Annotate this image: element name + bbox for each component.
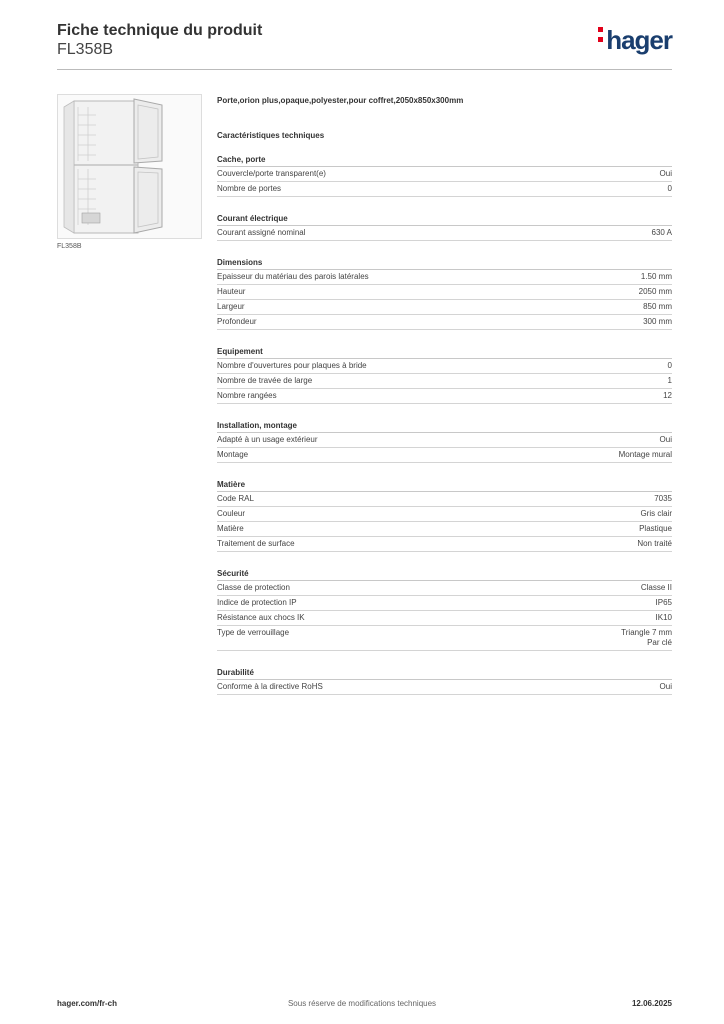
spec-label: Type de verrouillage [217, 628, 290, 637]
spec-row [217, 285, 672, 300]
spec-row [217, 359, 672, 374]
spec-group-title: Equipement [217, 347, 672, 359]
document-title: Fiche technique du produit [57, 22, 263, 39]
spec-value: IK10 [655, 613, 672, 622]
spec-group [217, 480, 672, 552]
spec-value: 2050 mm [638, 287, 672, 296]
product-image [57, 94, 202, 239]
image-caption: FL358B [57, 243, 82, 250]
spec-row [217, 596, 672, 611]
spec-group-title: Courant électrique [217, 214, 672, 226]
spec-label: Nombre de portes [217, 184, 282, 193]
spec-group-title: Sécurité [217, 569, 672, 581]
spec-value: 630 A [651, 228, 672, 237]
tech-specs-heading: Caractéristiques techniques [217, 131, 325, 140]
spec-row [217, 537, 672, 552]
product-code: FL358B [57, 41, 114, 58]
spec-row [217, 182, 672, 197]
logo-text: hager [606, 25, 672, 55]
spec-row [217, 374, 672, 389]
spec-value: IP65 [655, 598, 672, 607]
product-description: Porte,orion plus,opaque,polyester,pour coffret,2050x850x300mm [217, 96, 464, 105]
spec-row [217, 492, 672, 507]
spec-row [217, 680, 672, 695]
spec-row [217, 270, 672, 285]
spec-row [217, 581, 672, 596]
spec-value: Non traité [637, 539, 672, 548]
spec-row [217, 389, 672, 404]
hager-logo [598, 24, 672, 55]
spec-label: Adapté à un usage extérieur [217, 435, 318, 444]
spec-label: Résistance aux chocs IK [217, 613, 305, 622]
spec-group [217, 347, 672, 404]
spec-value: Gris clair [640, 509, 672, 518]
spec-value: 0 [667, 184, 672, 193]
spec-group [217, 421, 672, 463]
spec-label: Indice de protection IP [217, 598, 297, 607]
spec-value: 7035 [654, 494, 672, 503]
spec-label: Couvercle/porte transparent(e) [217, 169, 326, 178]
spec-value: 12 [663, 391, 672, 400]
spec-label: Profondeur [217, 317, 257, 326]
spec-row [217, 507, 672, 522]
spec-label: Epaisseur du matériau des parois latérales [217, 272, 369, 281]
spec-value: 1 [667, 376, 672, 385]
spec-value: 300 mm [643, 317, 672, 326]
spec-group [217, 668, 672, 695]
spec-label: Conforme à la directive RoHS [217, 682, 323, 691]
spec-label: Nombre d'ouvertures pour plaques à bride [217, 361, 367, 370]
spec-row [217, 226, 672, 241]
page-header [57, 22, 672, 72]
spec-label: Montage [217, 450, 249, 459]
spec-row [217, 522, 672, 537]
spec-group-title: Dimensions [217, 258, 672, 270]
spec-group [217, 155, 672, 197]
spec-value: Oui [659, 435, 672, 444]
spec-label: Largeur [217, 302, 245, 311]
footer-notice: Sous réserve de modifications techniques [287, 999, 437, 1008]
spec-value: 0 [667, 361, 672, 370]
spec-value: Classe II [640, 583, 672, 592]
spec-label: Courant assigné nominal [217, 228, 306, 237]
header-divider [57, 69, 672, 70]
spec-group-title: Durabilité [217, 668, 672, 680]
spec-label: Couleur [217, 509, 246, 518]
spec-row [217, 167, 672, 182]
spec-value: Montage mural [618, 450, 672, 459]
spec-group [217, 214, 672, 241]
spec-value: 850 mm [643, 302, 672, 311]
spec-label: Traitement de surface [217, 539, 295, 548]
spec-row [217, 626, 672, 651]
spec-row [217, 315, 672, 330]
spec-group [217, 258, 672, 330]
spec-label: Classe de protection [217, 583, 290, 592]
spec-group-title: Cache, porte [217, 155, 672, 167]
logo-dots-icon [598, 22, 604, 47]
spec-label: Hauteur [217, 287, 246, 296]
footer-website: hager.com/fr-ch [57, 999, 118, 1008]
spec-label: Nombre de travée de large [217, 376, 313, 385]
spec-value: Triangle 7 mm Par clé [621, 628, 672, 647]
spec-group-title: Matière [217, 480, 672, 492]
spec-value: Oui [659, 169, 672, 178]
spec-row [217, 448, 672, 463]
spec-groups [217, 155, 672, 695]
footer-date: 12.06.2025 [631, 999, 672, 1008]
enclosure-illustration [58, 95, 201, 238]
spec-label: Code RAL [217, 494, 254, 503]
spec-value: Plastique [639, 524, 672, 533]
spec-row [217, 611, 672, 626]
spec-row [217, 300, 672, 315]
spec-group-title: Installation, montage [217, 421, 672, 433]
spec-value: Oui [659, 682, 672, 691]
spec-content [217, 96, 672, 695]
spec-label: Nombre rangées [217, 391, 277, 400]
spec-value: 1.50 mm [640, 272, 672, 281]
spec-row [217, 433, 672, 448]
spec-label: Matière [217, 524, 244, 533]
spec-group [217, 569, 672, 651]
